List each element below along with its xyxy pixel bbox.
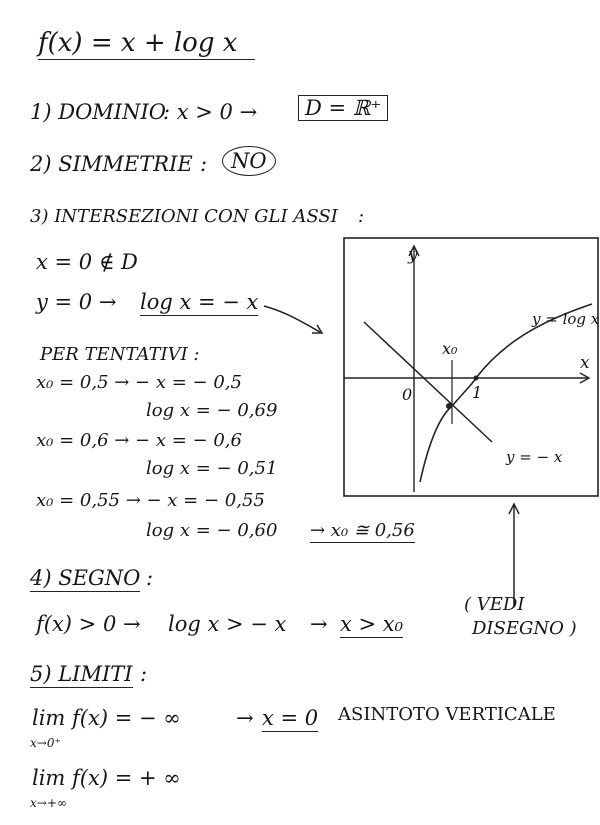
trial-1-b: log x = − 0,69	[146, 400, 278, 421]
sign-lhs: f(x) > 0 →	[36, 612, 141, 636]
section-5-sep: :	[140, 662, 148, 686]
trial-1-a: x₀ = 0,5 → − x = − 0,5	[36, 372, 242, 393]
symmetry-answer: NO	[222, 146, 276, 176]
log-curve-label: y = log x	[532, 310, 600, 328]
title: f(x) = x + log x	[38, 28, 255, 60]
trial-3-b: log x = − 0,60	[146, 520, 278, 541]
graph-box	[342, 236, 600, 498]
limit-2: lim f(x) = + ∞	[32, 766, 181, 790]
intersection-point	[446, 403, 452, 409]
limit-1-result: x = 0	[262, 706, 319, 730]
y-zero-lhs: y = 0 →	[36, 290, 117, 314]
limit-2-subscript: x→+∞	[30, 796, 67, 810]
domain-result: D = ℝ⁺	[298, 95, 388, 121]
limit-1-subscript: x→0⁺	[30, 736, 61, 750]
limit-1: lim f(x) = − ∞	[32, 706, 181, 730]
pointer-arrow-to-graph	[262, 302, 326, 338]
limit-1-arrow: →	[236, 706, 254, 730]
x-axis-label: x	[580, 353, 590, 373]
section-4-sep: :	[146, 566, 154, 590]
section-3-sep: :	[358, 206, 365, 227]
x0-approx: → x₀ ≅ 0,56	[310, 520, 415, 541]
per-tentativi: PER TENTATIVI :	[40, 344, 200, 365]
see-drawing-2: DISEGNO )	[472, 618, 577, 639]
section-5-label: 5) LIMITI	[30, 662, 133, 686]
section-1-label: 1) DOMINIO	[30, 100, 166, 124]
trial-3-a: x₀ = 0,55 → − x = − 0,55	[36, 490, 265, 511]
y-axis-label: y	[408, 245, 418, 265]
section-3-label: 3) INTERSEZIONI CON GLI ASSI	[30, 206, 338, 227]
origin-label: 0	[402, 385, 413, 404]
domain-condition: : x > 0 →	[163, 100, 258, 124]
see-drawing-1: ( VEDI	[464, 594, 525, 615]
x-zero-line: x = 0 ∉ D	[36, 250, 138, 274]
one-point	[474, 376, 479, 381]
sign-mid: log x > − x	[168, 612, 287, 636]
sign-result: x > x₀	[340, 612, 404, 636]
trial-2-b: log x = − 0,51	[146, 458, 278, 479]
neg-x-line-label: y = − x	[506, 448, 563, 466]
section-2-sep: :	[200, 152, 208, 176]
sign-arrow: →	[310, 612, 328, 636]
section-4-label: 4) SEGNO	[30, 566, 141, 590]
vertical-asymptote-note: ASINTOTO VERTICALE	[338, 704, 556, 725]
x0-label: x₀	[442, 339, 458, 358]
one-label: 1	[472, 383, 483, 402]
y-zero-rhs: log x = − x	[140, 290, 259, 314]
trial-2-a: x₀ = 0,6 → − x = − 0,6	[36, 430, 242, 451]
section-2-label: 2) SIMMETRIE	[30, 152, 193, 176]
